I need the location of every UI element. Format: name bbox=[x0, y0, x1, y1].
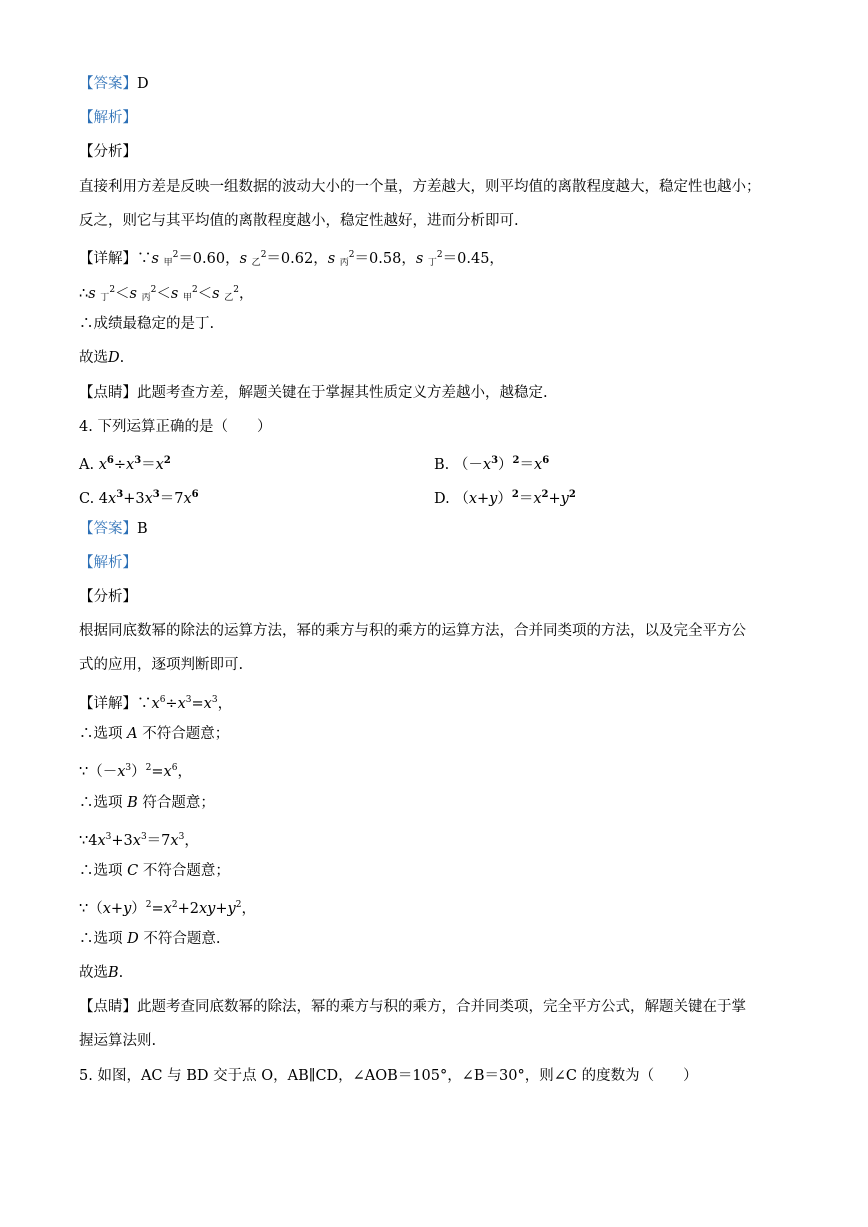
q4-analysis-line-2: 式的应用，逐项判断即可. bbox=[79, 657, 244, 673]
q4-choose-letter: B bbox=[108, 965, 119, 981]
answer-tag: 【答案】 bbox=[79, 76, 137, 92]
q4-detail-line-3: $\because(-x^3)^2=x^6$， bbox=[79, 763, 192, 780]
option-c: C. $4x^3+3x^3=7x^6$ bbox=[79, 489, 199, 507]
q4-choose-line: 故选B. bbox=[79, 965, 124, 981]
order-line: ∴s $_丁^2$＜s $_丙^2$＜s $_甲^2$＜s $_乙^2$， bbox=[79, 285, 254, 303]
sub-jia: 甲 bbox=[163, 258, 173, 268]
q4-answer-value: B bbox=[137, 521, 148, 537]
q4-answer-tag: 【答案】 bbox=[79, 521, 137, 537]
dianjing-text: 此题考查方差，解题关键在于掌握其性质定义方差越小，越稳定. bbox=[137, 385, 548, 401]
choose-letter: D bbox=[108, 350, 120, 366]
q4-detail-line-1: 【详解】$\because x^6\div x^3=x^3$， bbox=[79, 695, 233, 712]
not-d-text: 不符合题意. bbox=[143, 931, 221, 947]
q4-dianjing-tag: 【点睛】 bbox=[79, 999, 137, 1015]
q4-detail-line-4: ∴选项 B 符合题意； bbox=[79, 795, 215, 811]
not-c-text: 不符合题意； bbox=[142, 863, 230, 879]
fenxi-tag: 【分析】 bbox=[79, 144, 137, 160]
q4-jiexi-tag: 【解析】 bbox=[79, 555, 137, 571]
q5-stem: 5. 如图，AC 与 BD 交于点 O，AB∥CD，∠AOB＝105°，∠B＝30°，则∠C 的度数为（ ） bbox=[79, 1068, 698, 1084]
answer-line bbox=[79, 74, 149, 94]
q4-dianjing-text-1: 此题考查同底数幂的除法，幂的乘方与积的乘方，合并同类项，完全平方公式，解题关键在于掌 bbox=[137, 999, 746, 1015]
q4-detail-line-7: $\because(x+y)^2=x^2+2xy+y^2$， bbox=[79, 900, 256, 917]
dianjing-line bbox=[79, 383, 548, 403]
is-b-text: 符合题意； bbox=[142, 795, 215, 811]
not-a-text: 不符合题意； bbox=[142, 726, 230, 742]
q4-answer-line bbox=[79, 519, 148, 539]
jiexi-tag: 【解析】 bbox=[79, 110, 137, 126]
conclusion-line: ∴成绩最稳定的是丁. bbox=[79, 316, 215, 332]
option-word: ∴选项 bbox=[79, 795, 123, 811]
option-word: ∴选项 bbox=[79, 726, 123, 742]
var-bing: ＝0.58， bbox=[354, 251, 416, 267]
answer-value: D bbox=[137, 76, 149, 92]
q4-stem: 4. 下列运算正确的是（ ） bbox=[79, 419, 272, 435]
q4-dianjing-line-1 bbox=[79, 997, 746, 1017]
analysis-line-1: 直接利用方差是反映一组数据的波动大小的一个量，方差越大，则平均值的离散程度越大，稳定性也越小； bbox=[79, 179, 761, 195]
detail-tag: 【详解】 bbox=[79, 251, 137, 267]
q4-detail-line-6: ∴选项 C 不符合题意； bbox=[79, 863, 230, 879]
detail-line: 【详解】∵s $_甲^2$＝0.60，s $_乙^2$＝0.62，s $_丙^2$＝0.58，s $_丁^2$＝0.45， bbox=[79, 250, 504, 268]
q4-detail-line-5: $\because 4x^3+3x^3=7x^3$， bbox=[79, 832, 199, 849]
q4-dianjing-line-2: 握运算法则. bbox=[79, 1033, 157, 1049]
option-d-label: D. bbox=[434, 491, 450, 507]
var-jia: ＝0.60， bbox=[178, 251, 240, 267]
dianjing-tag: 【点睛】 bbox=[79, 385, 137, 401]
sub-yi: 乙 bbox=[251, 258, 261, 268]
option-a-label: A. bbox=[79, 457, 95, 473]
option-a: A. $x^6\div x^3=x^2$ bbox=[79, 455, 171, 473]
option-word: ∴选项 bbox=[79, 931, 123, 947]
choose-text: 故选 bbox=[79, 350, 108, 366]
q4-detail-tag: 【详解】 bbox=[79, 696, 137, 712]
q4-analysis-line-1: 根据同底数幂的除法的运算方法，幂的乘方与积的乘方的运算方法，合并同类项的方法，以及完全平方公 bbox=[79, 623, 746, 639]
option-b: B. $(-x^3)^2=x^6$ bbox=[434, 455, 550, 473]
sub-ding: 丁 bbox=[427, 258, 437, 268]
option-d: D. $(x+y)^2=x^2+y^2$ bbox=[434, 489, 576, 507]
q4-choose-text: 故选 bbox=[79, 965, 108, 981]
var-ding: ＝0.45， bbox=[442, 251, 504, 267]
option-c-label: C. bbox=[79, 491, 95, 507]
choose-line: 故选D. bbox=[79, 350, 125, 366]
option-b-label: B. bbox=[434, 457, 450, 473]
because-symbol: ∵ bbox=[137, 251, 152, 267]
analysis-line-2: 反之，则它与其平均值的离散程度越小，稳定性越好，进而分析即可. bbox=[79, 213, 519, 229]
therefore-symbol: ∴ bbox=[79, 286, 89, 302]
option-word: ∴选项 bbox=[79, 863, 123, 879]
var-yi: ＝0.62， bbox=[266, 251, 328, 267]
q4-detail-line-2: ∴选项 A 不符合题意； bbox=[79, 726, 230, 742]
sub-bing: 丙 bbox=[339, 258, 349, 268]
q4-detail-line-8: ∴选项 D 不符合题意. bbox=[79, 931, 221, 947]
q4-fenxi-tag: 【分析】 bbox=[79, 589, 137, 605]
